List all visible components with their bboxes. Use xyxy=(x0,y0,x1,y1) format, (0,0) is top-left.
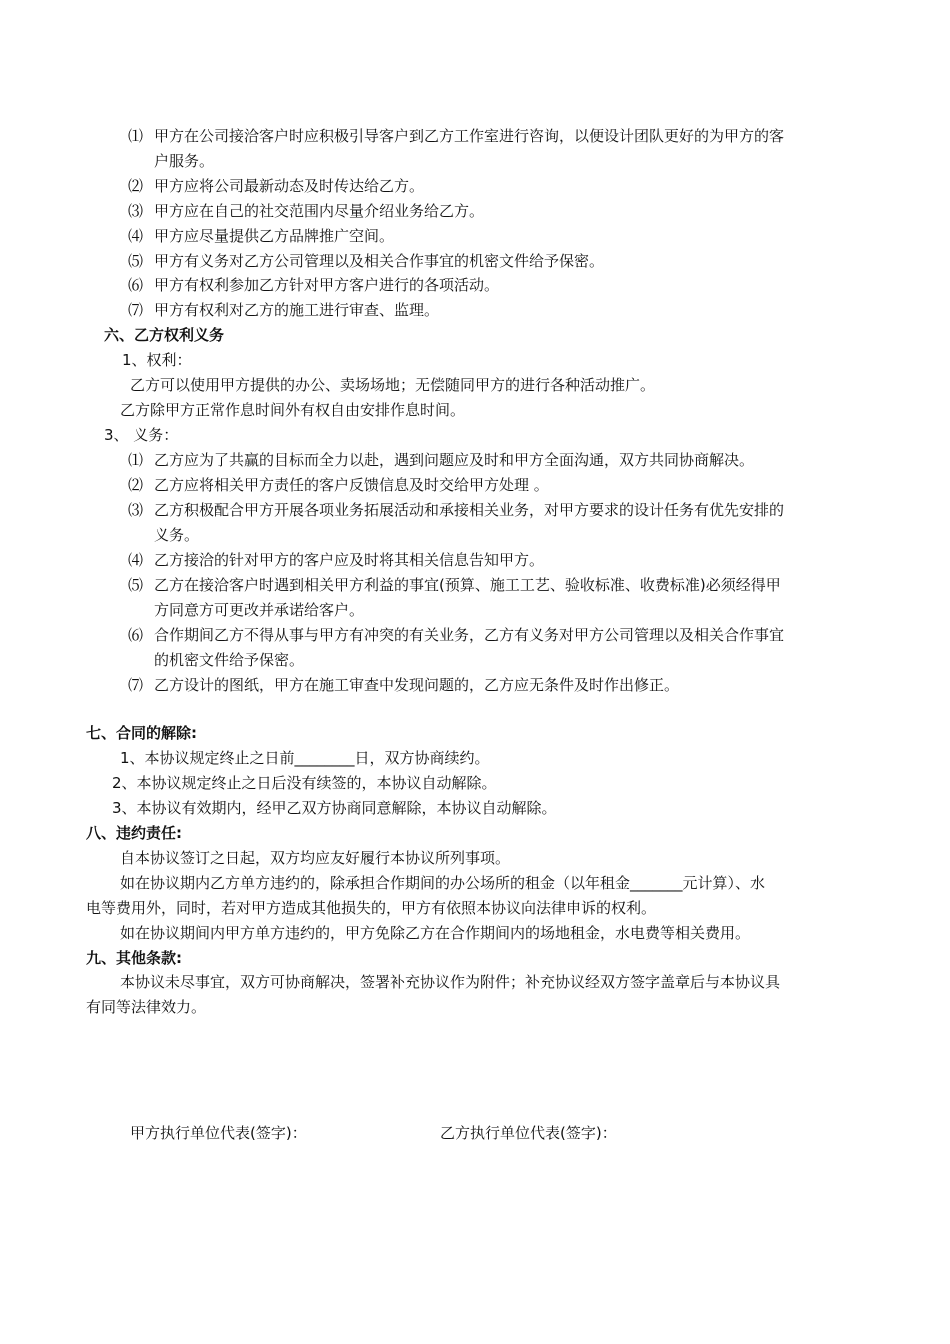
section-heading: 八、违约责任: xyxy=(86,824,182,842)
list-number: ⑷ xyxy=(128,551,144,569)
clause-item: 1、本协议规定终止之日前________日，双方协商续约。 xyxy=(120,749,490,767)
list-item: 甲方有权利参加乙方针对甲方客户进行的各项活动。 xyxy=(154,276,500,294)
paragraph-line: 有同等法律效力。 xyxy=(86,998,207,1016)
list-number: ⑵ xyxy=(128,476,144,494)
list-item: 义务。 xyxy=(154,526,200,544)
list-item: 乙方积极配合甲方开展各项业务拓展活动和承接相关业务，对甲方要求的设计任务有优先安排的 xyxy=(154,501,785,519)
list-number: ⑶ xyxy=(128,202,144,220)
list-item: 甲方应在自己的社交范围内尽量介绍业务给乙方。 xyxy=(154,202,485,220)
list-number: ⑶ xyxy=(128,501,144,519)
list-item: 甲方应将公司最新动态及时传达给乙方。 xyxy=(154,177,425,195)
list-number: ⑵ xyxy=(128,177,144,195)
rights-label: 1、权利： xyxy=(122,351,192,369)
list-number: ⑹ xyxy=(128,276,144,294)
list-item: 乙方在接洽客户时遇到相关甲方利益的事宜(预算、施工工艺、验收标准、收费标准)必须经得甲 xyxy=(154,576,781,594)
list-item: 方同意方可更改并承诺给客户。 xyxy=(154,601,365,619)
paragraph-line: 电等费用外，同时，若对甲方造成其他损失的，甲方有依照本协议向法律申诉的权利。 xyxy=(86,899,657,917)
list-item: 户服务。 xyxy=(154,152,215,170)
list-number: ⑷ xyxy=(128,227,144,245)
section-heading: 六、乙方权利义务 xyxy=(104,326,225,344)
party-a-signature-label: 甲方执行单位代表(签字)： xyxy=(130,1124,307,1142)
paragraph-line: 如在协议期间内甲方单方违约的，甲方免除乙方在合作期间内的场地租金，水电费等相关费用。 xyxy=(120,924,751,942)
list-number: ⑺ xyxy=(128,676,144,694)
paragraph-line: 自本协议签订之日起，双方均应友好履行本协议所列事项。 xyxy=(120,849,511,867)
list-item: 甲方有权利对乙方的施工进行审查、监理。 xyxy=(154,301,440,319)
clause-item: 2、本协议规定终止之日后没有续签的，本协议自动解除。 xyxy=(112,774,497,792)
list-item: 乙方设计的图纸，甲方在施工审查中发现问题的，乙方应无条件及时作出修正。 xyxy=(154,676,680,694)
list-number: ⑹ xyxy=(128,626,144,644)
list-number: ⑸ xyxy=(128,252,144,270)
section-heading: 七、合同的解除: xyxy=(86,724,197,742)
list-item: 乙方应为了共赢的目标而全力以赴，遇到问题应及时和甲方全面沟通，双方共同协商解决。 xyxy=(154,451,755,469)
list-item: 的机密文件给予保密。 xyxy=(154,651,305,669)
section-heading: 九、其他条款: xyxy=(86,949,182,967)
list-item: 乙方接洽的针对甲方的客户应及时将其相关信息告知甲方。 xyxy=(154,551,545,569)
list-item: 甲方在公司接洽客户时应积极引导客户到乙方工作室进行咨询，以便设计团队更好的为甲方的客 xyxy=(154,127,785,145)
list-item: 甲方有义务对乙方公司管理以及相关合作事宜的机密文件给予保密。 xyxy=(154,252,605,270)
list-number: ⑴ xyxy=(128,127,144,145)
list-number: ⑸ xyxy=(128,576,144,594)
list-item: 乙方应将相关甲方责任的客户反馈信息及时交给甲方处理 。 xyxy=(154,476,549,494)
list-item: 合作期间乙方不得从事与甲方有冲突的有关业务，乙方有义务对甲方公司管理以及相关合作事宜 xyxy=(154,626,785,644)
paragraph-line: 如在协议期内乙方单方违约的，除承担合作期间的办公场所的租金（以年租金_______元计算）、水 xyxy=(120,874,766,892)
paragraph-line: 本协议未尽事宜，双方可协商解决，签署补充协议作为附件；补充协议经双方签字盖章后与本协议具 xyxy=(120,973,781,991)
duties-label: 3、 义务： xyxy=(104,426,179,444)
list-number: ⑴ xyxy=(128,451,144,469)
paragraph-line: 乙方可以使用甲方提供的办公、卖场场地；无偿随同甲方的进行各种活动推广。 xyxy=(130,376,656,394)
party-b-signature-label: 乙方执行单位代表(签字)： xyxy=(440,1124,617,1142)
clause-item: 3、本协议有效期内，经甲乙双方协商同意解除，本协议自动解除。 xyxy=(112,799,557,817)
list-item: 甲方应尽量提供乙方品牌推广空间。 xyxy=(154,227,395,245)
list-number: ⑺ xyxy=(128,301,144,319)
paragraph-line: 乙方除甲方正常作息时间外有权自由安排作息时间。 xyxy=(120,401,466,419)
